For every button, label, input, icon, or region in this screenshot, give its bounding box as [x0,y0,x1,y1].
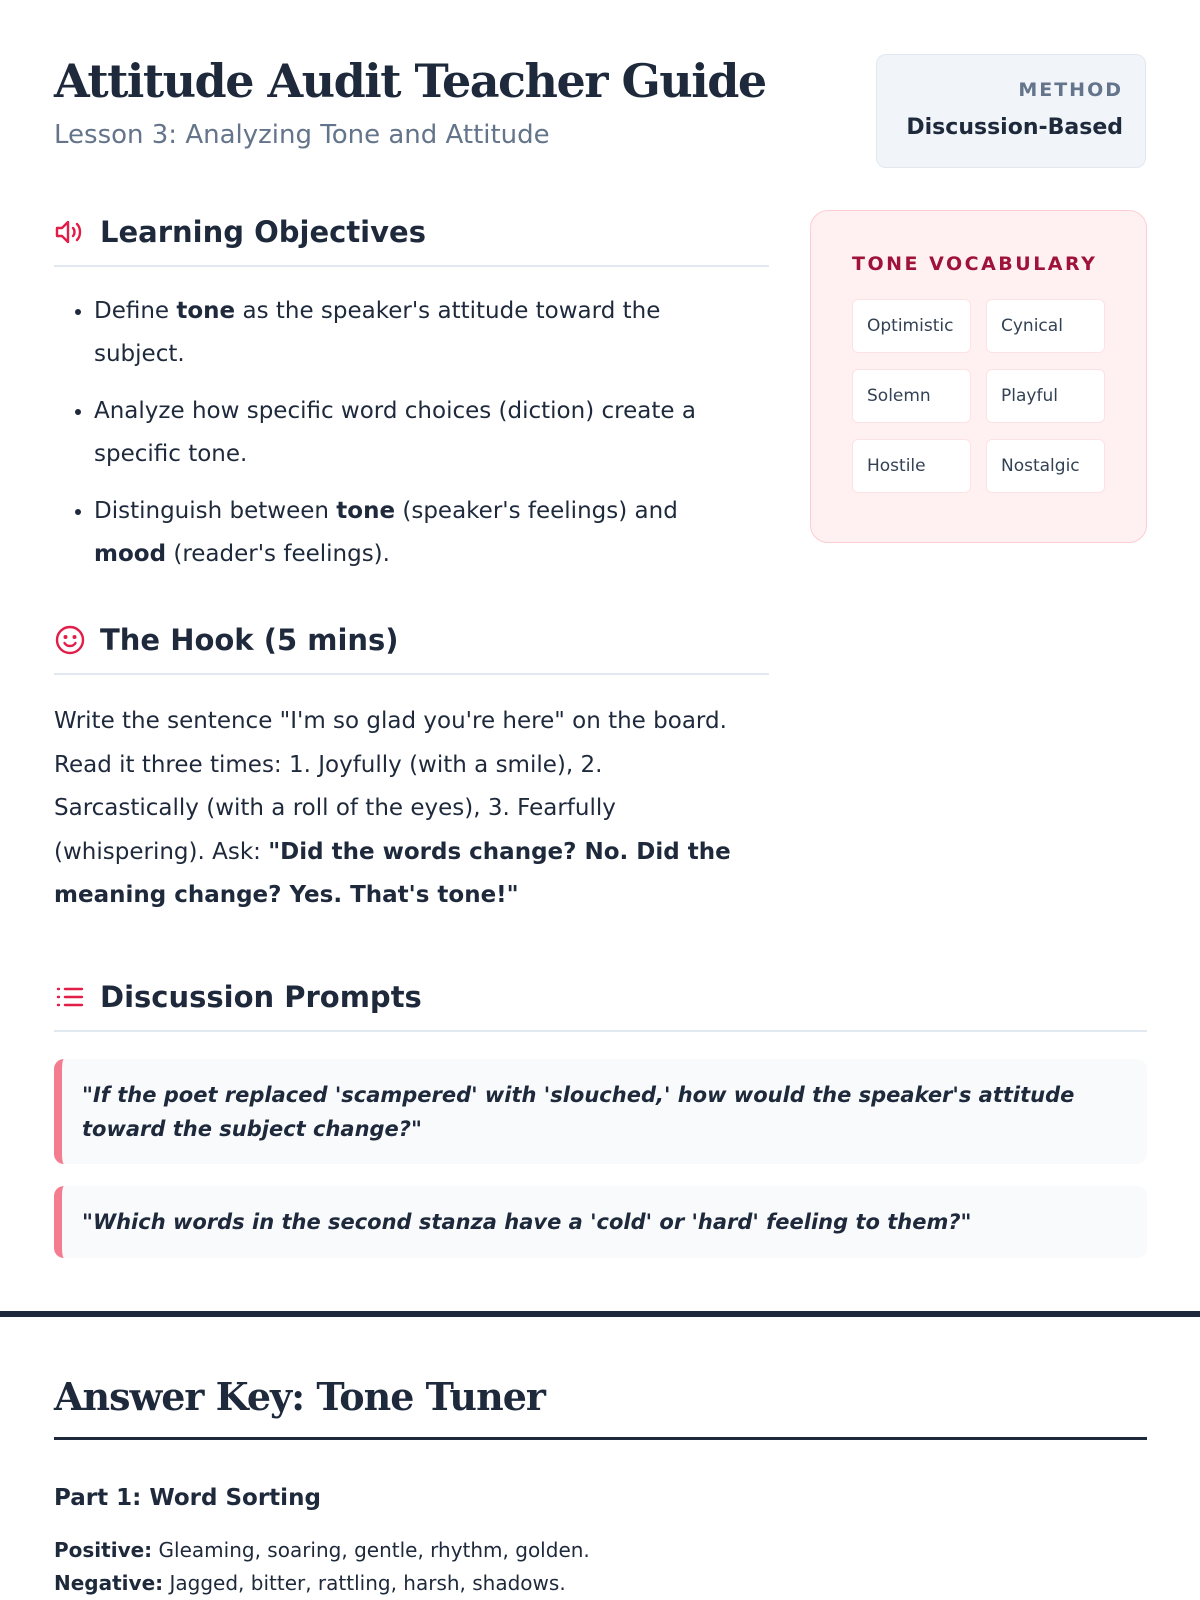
objectives-header [54,199,769,267]
answer-key-title: Answer Key: Tone Tuner [54,1374,545,1419]
smile-icon [54,624,86,656]
vocab-chip: Cynical [986,299,1105,353]
method-value: Discussion-Based [906,115,1123,140]
tone-vocabulary-card [810,210,1147,543]
hook-header [54,607,769,675]
list-icon [54,981,86,1013]
objectives-list [54,290,754,590]
method-label: METHOD [1018,79,1123,101]
discussion-prompt: "If the poet replaced 'scampered' with 'slouched,' how would the speaker's attitude toward the subject change?" [54,1059,1147,1164]
part1-title: Part 1: Word Sorting [54,1485,321,1511]
objectives-heading: Learning Objectives [100,215,426,249]
section-divider [0,1311,1200,1317]
vocab-grid [852,299,1106,493]
vocab-chip: Nostalgic [986,439,1105,493]
vocab-chip: Optimistic [852,299,971,353]
hook-text: Write the sentence "I'm so glad you're here" on the board. Read it three times: 1. Joyfully (with a smile), 2. Sarcastically (with a roll of the eyes), 3. Fearfully (whispering). Ask: "Did the words change? No. Did the meaning change? Yes. That's tone!" [54,708,731,908]
discussion-prompt: "Which words in the second stanza have a 'cold' or 'hard' feeling to them?" [54,1186,1147,1258]
list-item: • Distinguish between tone (speaker's feelings) and mood (reader's feelings). [94,490,754,576]
list-item: • Define tone as the speaker's attitude toward the subject. [94,290,754,376]
positive-words: Positive: Gleaming, soaring, gentle, rhythm, golden. [54,1538,590,1562]
speaker-icon [54,216,86,248]
vocab-title: TONE VOCABULARY [852,253,1098,275]
vocab-chip: Solemn [852,369,971,423]
hook-heading: The Hook (5 mins) [100,623,399,657]
vocab-chip: Hostile [852,439,971,493]
discussion-heading: Discussion Prompts [100,980,422,1014]
answer-key-rule [54,1437,1147,1440]
page-subtitle: Lesson 3: Analyzing Tone and Attitude [54,120,550,150]
negative-words: Negative: Jagged, bitter, rattling, harsh, shadows. [54,1571,566,1595]
method-badge [876,54,1146,168]
discussion-header [54,964,1147,1032]
vocab-chip: Playful [986,369,1105,423]
list-item: • Analyze how specific word choices (diction) create a specific tone. [94,390,754,476]
page-title: Attitude Audit Teacher Guide [54,54,766,108]
